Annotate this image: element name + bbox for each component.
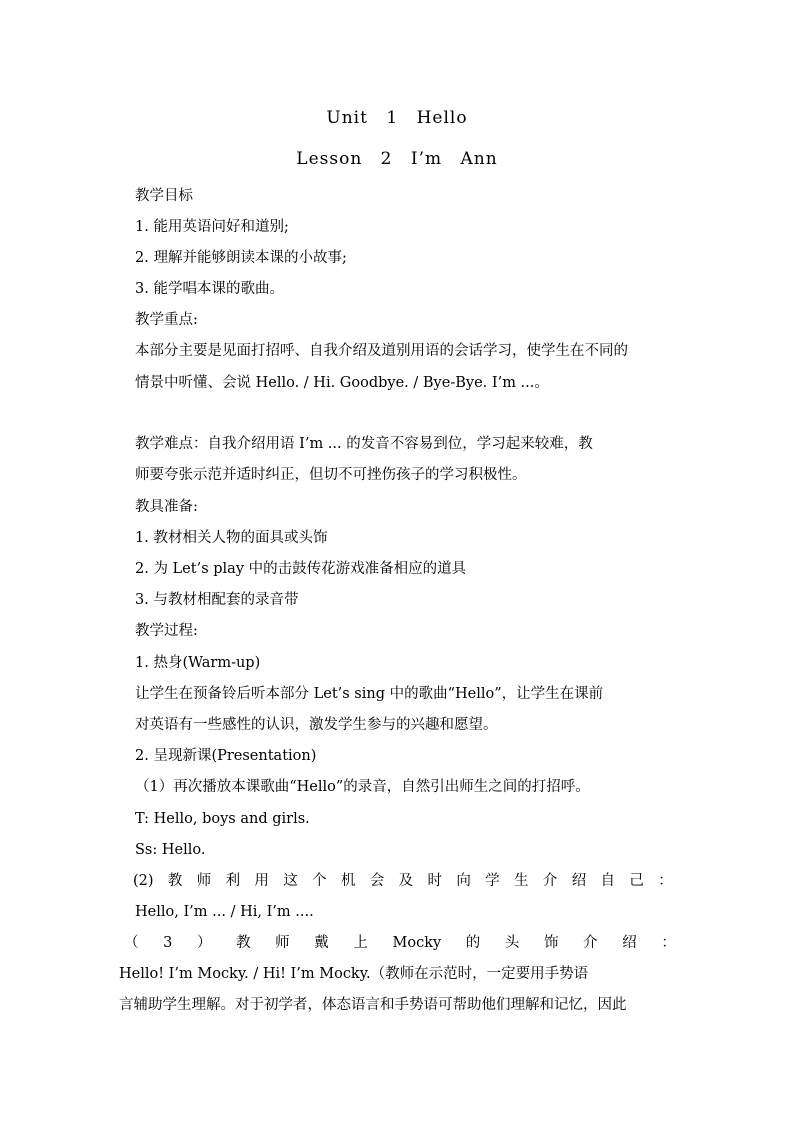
unit-title: Unit 1 Hello: [326, 108, 468, 128]
section-heading-keypoints: 教学重点:: [135, 312, 198, 328]
difficulty-line-1: 教学难点：自我介绍用语 I’m ... 的发音不容易到位，学习起来较难，教: [135, 436, 593, 452]
difficulty-line-2: 师要夸张示范并适时纠正，但切不可挫伤孩子的学习积极性。: [135, 467, 527, 483]
step-2-item-2-line-2: Hello, I’m ... / Hi, I’m ....: [135, 904, 314, 920]
section-heading-materials: 教具准备:: [135, 499, 198, 515]
step-2-item-3-line-1: （ 3 ） 教 师 戴 上 Mocky 的 头 饰 介 绍 ：: [124, 935, 676, 951]
keypoints-line-2: 情景中听懂、会说 Hello. / Hi. Goodbye. / Bye-Bye. I’m ...。: [135, 375, 549, 391]
step-1-line-2: 对英语有一些感性的认识，激发学生参与的兴趣和愿望。: [135, 717, 498, 733]
objective-3: 3. 能学唱本课的歌曲。: [135, 281, 284, 297]
material-2: 2. 为 Let’s play 中的击鼓传花游戏准备相应的道具: [135, 561, 467, 577]
step-2-item-3-line-2: Hello! I’m Mocky. / Hi! I’m Mocky.（教师在示范时，一定要用手势语: [119, 966, 589, 982]
lesson-title: Lesson 2 I’m Ann: [296, 149, 498, 169]
section-heading-objectives: 教学目标: [135, 188, 193, 204]
step-2-item-1: （1）再次播放本课歌曲“Hello”的录音，自然引出师生之间的打招呼。: [135, 779, 590, 795]
dialogue-students: Ss: Hello.: [135, 842, 206, 858]
section-heading-process: 教学过程:: [135, 623, 198, 639]
step-2-item-2-line-1: (2) 教 师 利 用 这 个 机 会 及 时 向 学 生 介 绍 自 己 ：: [133, 873, 673, 889]
material-3: 3. 与教材相配套的录音带: [135, 592, 299, 608]
objective-1: 1. 能用英语问好和道别;: [135, 219, 289, 235]
material-1: 1. 教材相关人物的面具或头饰: [135, 530, 328, 546]
keypoints-line-1: 本部分主要是见面打招呼、自我介绍及道别用语的会话学习，使学生在不同的: [135, 343, 628, 359]
step-1-line-1: 让学生在预备铃后听本部分 Let’s sing 中的歌曲“Hello”，让学生在课前: [135, 686, 604, 702]
objective-2: 2. 理解并能够朗读本课的小故事;: [135, 250, 347, 266]
step-2-item-3-line-3: 言辅助学生理解。对于初学者，体态语言和手势语可帮助他们理解和记忆，因此: [119, 997, 627, 1013]
dialogue-teacher: T: Hello, boys and girls.: [135, 811, 310, 827]
step-2-heading: 2. 呈现新课(Presentation): [135, 748, 317, 764]
step-1-heading: 1. 热身(Warm-up): [135, 655, 261, 671]
